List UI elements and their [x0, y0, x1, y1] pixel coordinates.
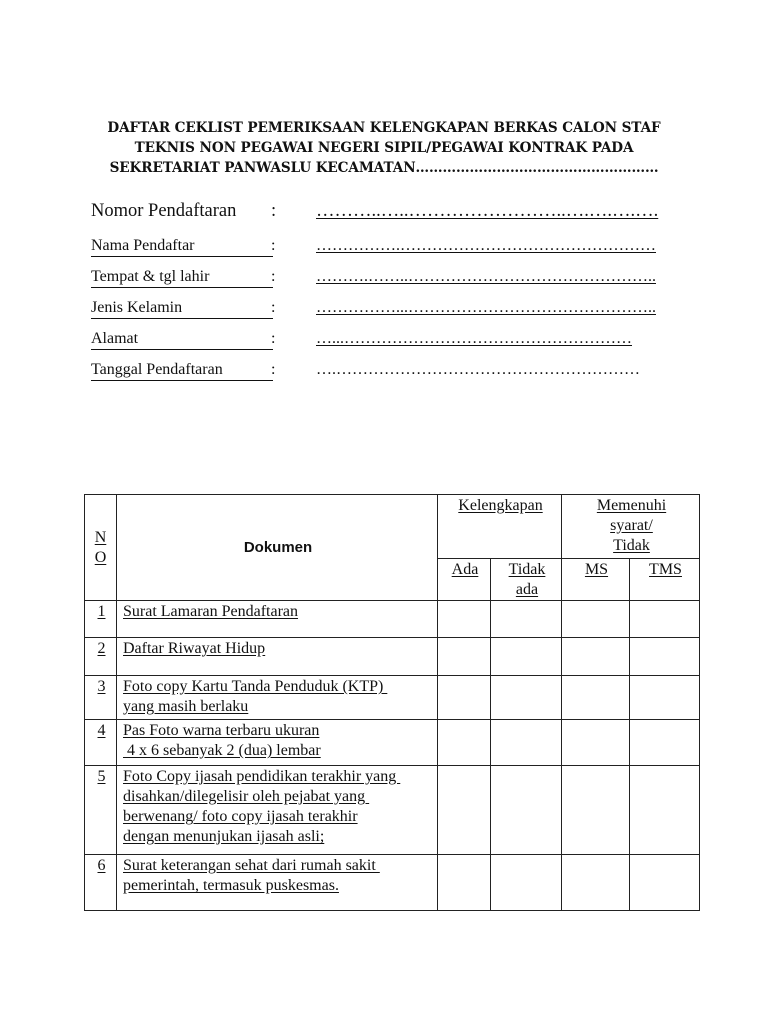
- memenuhi-line-2: syarat/: [610, 517, 653, 534]
- row-document: [117, 720, 438, 766]
- field-colon: :: [271, 299, 276, 316]
- kelengkapan-header: [438, 495, 562, 559]
- field-value-dots[interactable]: ………..…..……………………..….….….….: [316, 201, 659, 221]
- row-document: [117, 855, 438, 911]
- document-line: Surat Lamaran Pendaftaran: [123, 603, 299, 620]
- check-tidak-ada[interactable]: [491, 766, 562, 855]
- table-row: [85, 766, 700, 855]
- check-ms[interactable]: [562, 676, 630, 720]
- document-line: berwenang/ foto copy ijasah terakhir: [123, 808, 358, 825]
- check-tms[interactable]: [630, 855, 700, 911]
- table-row: [85, 638, 700, 676]
- check-tidak-ada[interactable]: [491, 601, 562, 638]
- check-ms[interactable]: [562, 855, 630, 911]
- memenuhi-line-3: Tidak: [613, 537, 650, 554]
- field-label: Jenis Kelamin: [91, 299, 183, 316]
- row-number: 6: [85, 855, 117, 911]
- row-number: 4: [85, 720, 117, 766]
- field-value-dots[interactable]: ….…………………………………………………: [316, 361, 640, 378]
- document-line: pemerintah, termasuk puskesmas.: [123, 877, 339, 894]
- memenuhi-header: [562, 495, 700, 559]
- row-document: [117, 601, 438, 638]
- row-document: [117, 676, 438, 720]
- no-header: [85, 495, 117, 601]
- check-tms[interactable]: [630, 766, 700, 855]
- document-line: 4 x 6 sebanyak 2 (dua) lembar: [123, 742, 321, 759]
- field-colon: :: [271, 201, 277, 221]
- row-number: 3: [85, 676, 117, 720]
- ada-header: [438, 559, 491, 601]
- memenuhi-line-1: Memenuhi: [596, 497, 667, 514]
- no-header-o: O: [94, 548, 107, 566]
- table-row: [85, 720, 700, 766]
- document-line: Surat keterangan sehat dari rumah sakit: [123, 857, 380, 874]
- checklist-table: [84, 494, 700, 911]
- check-ms[interactable]: [562, 766, 630, 855]
- field-value-dots[interactable]: ……………...………………………………………..: [316, 299, 656, 316]
- table-row: [85, 855, 700, 911]
- check-tms[interactable]: [630, 676, 700, 720]
- ms-label: MS: [584, 561, 609, 578]
- row-document: [117, 638, 438, 676]
- document-line: Pas Foto warna terbaru ukuran: [123, 722, 320, 739]
- kelengkapan-label: Kelengkapan: [458, 497, 543, 514]
- tms-label: TMS: [649, 561, 682, 578]
- field-colon: :: [271, 268, 276, 285]
- field-colon: :: [271, 361, 276, 378]
- document-line: dengan menunjukan ijasah asli;: [123, 828, 325, 845]
- document-title: [80, 118, 688, 178]
- table-header-row: [85, 495, 700, 559]
- check-tms[interactable]: [630, 638, 700, 676]
- ms-header: [562, 559, 630, 601]
- check-tms[interactable]: [630, 601, 700, 638]
- field-label: Nama Pendaftar: [91, 237, 195, 254]
- ada-label: Ada: [451, 561, 479, 578]
- document-line: Foto copy Kartu Tanda Penduduk (KTP): [123, 678, 388, 695]
- row-number: 1: [85, 601, 117, 638]
- document-line: yang masih berlaku: [123, 698, 249, 715]
- check-ms[interactable]: [562, 638, 630, 676]
- title-line-2: TEKNIS NON PEGAWAI NEGERI SIPIL/PEGAWAI KONTRAK PADA: [134, 140, 634, 156]
- document-line: disahkan/dilegelisir oleh pejabat yang: [123, 788, 370, 805]
- check-ada[interactable]: [438, 720, 491, 766]
- check-ada[interactable]: [438, 601, 491, 638]
- table-row: [85, 676, 700, 720]
- field-label: Alamat: [91, 330, 139, 347]
- table-row: [85, 601, 700, 638]
- check-tidak-ada[interactable]: [491, 638, 562, 676]
- check-ada[interactable]: [438, 676, 491, 720]
- field-label: Tanggal Pendaftaran: [91, 361, 223, 378]
- dokumen-header: Dokumen: [117, 495, 438, 601]
- field-label: Tempat & tgl lahir: [91, 268, 210, 285]
- check-tidak-ada[interactable]: [491, 676, 562, 720]
- check-ada[interactable]: [438, 855, 491, 911]
- title-line-3: SEKRETARIAT PANWASLU KECAMATAN………………………………………………: [109, 160, 659, 176]
- row-number: 5: [85, 766, 117, 855]
- check-ada[interactable]: [438, 766, 491, 855]
- field-label: Nomor Pendaftaran: [91, 201, 237, 221]
- tidak-ada-line-2: ada: [515, 581, 539, 598]
- check-tidak-ada[interactable]: [491, 855, 562, 911]
- check-tidak-ada[interactable]: [491, 720, 562, 766]
- tms-header: [630, 559, 700, 601]
- check-ms[interactable]: [562, 720, 630, 766]
- document-line: Foto Copy ijasah pendidikan terakhir yang: [123, 768, 401, 785]
- check-ada[interactable]: [438, 638, 491, 676]
- title-line-1: DAFTAR CEKLIST PEMERIKSAAN KELENGKAPAN BERKAS CALON STAF: [107, 120, 661, 136]
- row-number: 2: [85, 638, 117, 676]
- row-document: [117, 766, 438, 855]
- field-colon: :: [271, 330, 276, 347]
- check-ms[interactable]: [562, 601, 630, 638]
- document-line: Daftar Riwayat Hidup: [123, 640, 266, 657]
- field-value-dots[interactable]: …...………………………………………………: [316, 330, 632, 347]
- check-tms[interactable]: [630, 720, 700, 766]
- field-value-dots[interactable]: …………….…………………………………………: [316, 237, 656, 254]
- field-value-dots[interactable]: ……….……..………………………………………..: [316, 268, 656, 285]
- no-header-n: N: [94, 528, 107, 546]
- tidak-ada-line-1: Tidak: [508, 561, 546, 578]
- field-colon: :: [271, 237, 276, 254]
- tidak-ada-header: [491, 559, 562, 601]
